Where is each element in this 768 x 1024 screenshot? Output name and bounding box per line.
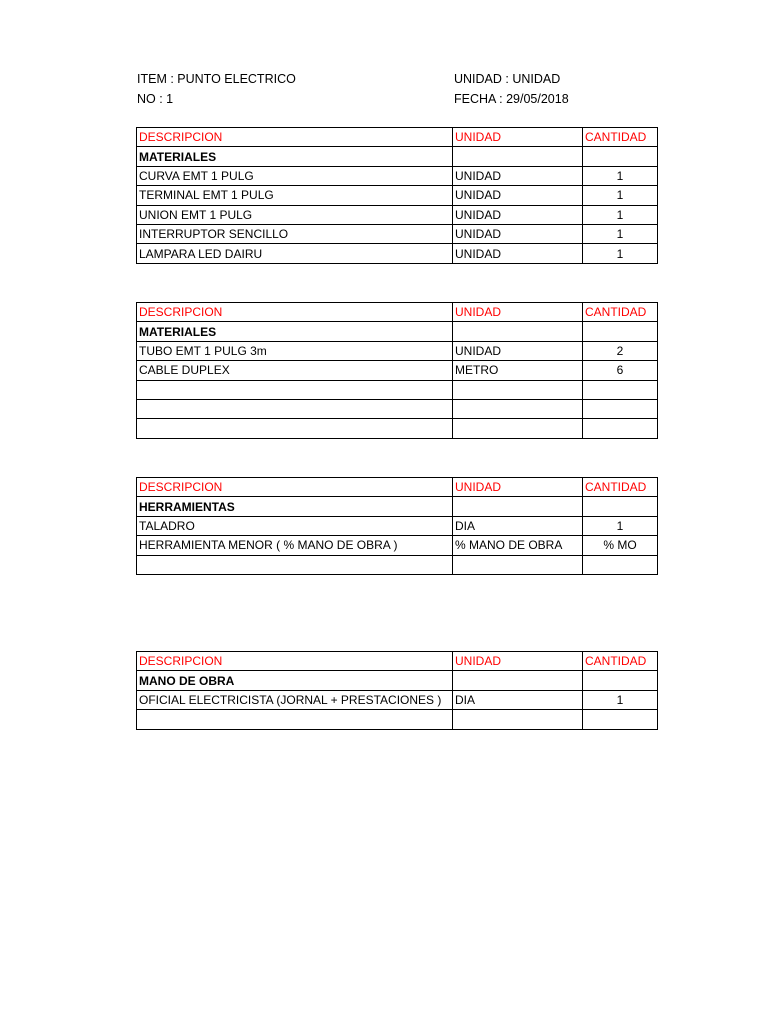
cell-descripcion: CABLE DUPLEX	[137, 361, 453, 380]
cell-unidad: UNIDAD	[453, 166, 583, 185]
cell-cantidad	[583, 380, 658, 399]
table-row	[137, 419, 658, 438]
cell-cantidad: 6	[583, 361, 658, 380]
cell-unidad: DIA	[453, 516, 583, 535]
cell-descripcion: LAMPARA LED DAIRU	[137, 244, 453, 263]
empty-cell	[583, 671, 658, 690]
table-header-row	[137, 652, 658, 671]
column-header-unidad: UNIDAD	[453, 478, 583, 497]
cell-descripcion: UNION EMT 1 PULG	[137, 205, 453, 224]
cell-unidad: METRO	[453, 361, 583, 380]
cell-cantidad	[583, 419, 658, 438]
cell-unidad: UNIDAD	[453, 205, 583, 224]
cell-cantidad: 1	[583, 224, 658, 243]
cell-descripcion: TUBO EMT 1 PULG 3m	[137, 341, 453, 360]
cell-unidad	[453, 710, 583, 729]
cell-cantidad: 1	[583, 244, 658, 263]
section-title: MANO DE OBRA	[137, 671, 453, 690]
table-row	[137, 536, 658, 555]
empty-cell	[583, 322, 658, 341]
cell-descripcion	[137, 710, 453, 729]
column-header-descripcion: DESCRIPCION	[137, 652, 453, 671]
item-label: ITEM : PUNTO ELECTRICO	[137, 72, 296, 86]
table-row	[137, 399, 658, 418]
cell-cantidad: 1	[583, 690, 658, 709]
cell-descripcion: INTERRUPTOR SENCILLO	[137, 224, 453, 243]
cell-cantidad: 1	[583, 166, 658, 185]
cell-cantidad: 1	[583, 205, 658, 224]
cell-unidad: DIA	[453, 690, 583, 709]
date-label: FECHA : 29/05/2018	[454, 92, 569, 106]
cell-cantidad	[583, 555, 658, 574]
section-row	[137, 497, 658, 516]
cell-unidad	[453, 399, 583, 418]
cell-cantidad: 1	[583, 516, 658, 535]
labor-table	[136, 651, 658, 730]
column-header-descripcion: DESCRIPCION	[137, 303, 453, 322]
column-header-unidad: UNIDAD	[453, 303, 583, 322]
section-title: MATERIALES	[137, 147, 453, 166]
cell-descripcion	[137, 555, 453, 574]
table-header-row	[137, 128, 658, 147]
unit-label: UNIDAD : UNIDAD	[454, 72, 561, 86]
table-row	[137, 710, 658, 729]
section-title: MATERIALES	[137, 322, 453, 341]
empty-cell	[453, 497, 583, 516]
cell-cantidad	[583, 710, 658, 729]
cell-descripcion: OFICIAL ELECTRICISTA (JORNAL + PRESTACIONES )	[137, 690, 453, 709]
column-header-cantidad: CANTIDAD	[583, 303, 658, 322]
table-header-row	[137, 303, 658, 322]
table-row	[137, 224, 658, 243]
cell-unidad: % MANO DE OBRA	[453, 536, 583, 555]
column-header-cantidad: CANTIDAD	[583, 128, 658, 147]
table-row	[137, 361, 658, 380]
table-row	[137, 690, 658, 709]
table-row	[137, 380, 658, 399]
table-row	[137, 166, 658, 185]
cell-cantidad: 1	[583, 186, 658, 205]
table-row	[137, 244, 658, 263]
cell-descripcion	[137, 419, 453, 438]
cell-unidad	[453, 419, 583, 438]
empty-cell	[453, 671, 583, 690]
section-row	[137, 322, 658, 341]
materials-table-2	[136, 302, 658, 439]
cell-unidad: UNIDAD	[453, 341, 583, 360]
column-header-cantidad: CANTIDAD	[583, 652, 658, 671]
column-header-descripcion: DESCRIPCION	[137, 128, 453, 147]
column-header-unidad: UNIDAD	[453, 128, 583, 147]
table-header-row	[137, 478, 658, 497]
tools-table	[136, 477, 658, 575]
cell-unidad	[453, 555, 583, 574]
table-row	[137, 341, 658, 360]
column-header-descripcion: DESCRIPCION	[137, 478, 453, 497]
cell-unidad	[453, 380, 583, 399]
cell-descripcion	[137, 380, 453, 399]
cell-descripcion: TERMINAL EMT 1 PULG	[137, 186, 453, 205]
empty-cell	[583, 147, 658, 166]
cell-unidad: UNIDAD	[453, 224, 583, 243]
cell-unidad: UNIDAD	[453, 186, 583, 205]
section-title: HERRAMIENTAS	[137, 497, 453, 516]
table-row	[137, 555, 658, 574]
number-label: NO : 1	[137, 92, 174, 106]
cell-cantidad: % MO	[583, 536, 658, 555]
table-row	[137, 205, 658, 224]
table-row	[137, 186, 658, 205]
empty-cell	[453, 147, 583, 166]
column-header-unidad: UNIDAD	[453, 652, 583, 671]
cell-descripcion	[137, 399, 453, 418]
materials-table-1	[136, 127, 658, 264]
cell-unidad: UNIDAD	[453, 244, 583, 263]
column-header-cantidad: CANTIDAD	[583, 478, 658, 497]
cell-descripcion: CURVA EMT 1 PULG	[137, 166, 453, 185]
empty-cell	[453, 322, 583, 341]
cell-descripcion: TALADRO	[137, 516, 453, 535]
section-row	[137, 671, 658, 690]
section-row	[137, 147, 658, 166]
cell-cantidad	[583, 399, 658, 418]
cell-descripcion: HERRAMIENTA MENOR ( % MANO DE OBRA )	[137, 536, 453, 555]
cell-cantidad: 2	[583, 341, 658, 360]
table-row	[137, 516, 658, 535]
empty-cell	[583, 497, 658, 516]
